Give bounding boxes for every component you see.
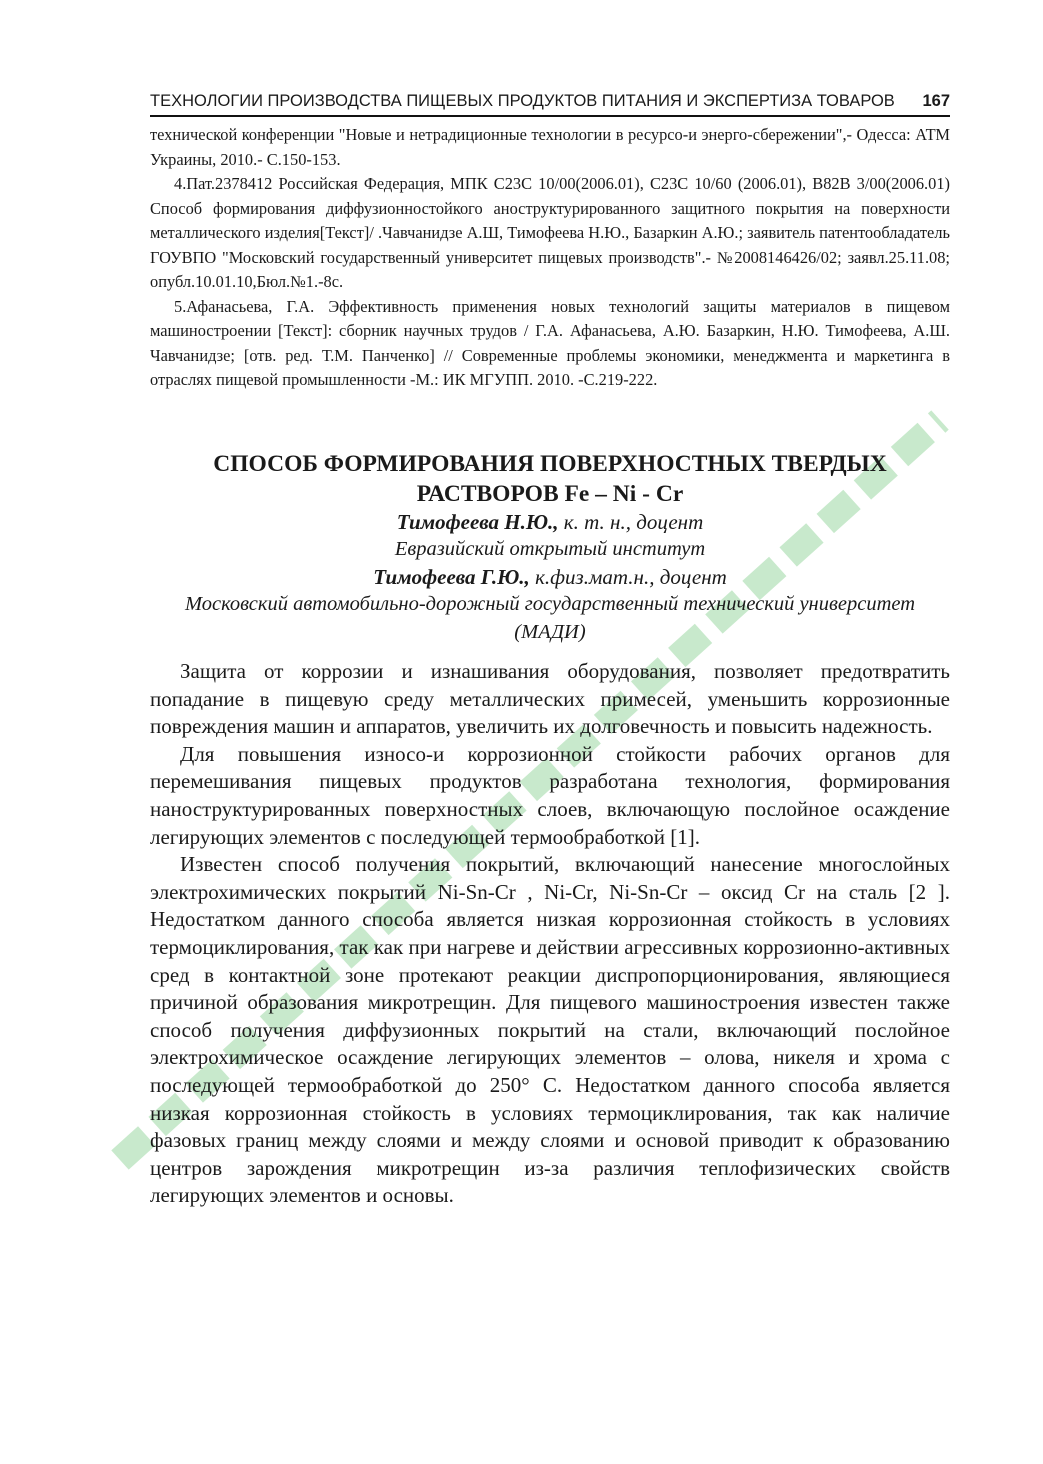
reference-continuation: технической конференции "Новые и нетрадиционные технологии в ресурсо-и энерго-сбережении",- Одесса: АТМ Украины, 2010.- С.150-153. — [150, 125, 950, 169]
article-body — [150, 658, 950, 1210]
body-paragraph-2: Для повышения износо-и коррозионной стойкости рабочих органов для перемешивания пищевых продуктов разработана технология, формирования наноструктурированных поверхностных слоев, включающую послойное осаждение легирующих элементов с последующей термообработкой [1]. — [150, 741, 950, 849]
running-header — [150, 92, 950, 117]
reference-list — [150, 123, 950, 393]
author-1-degree: к. т. н., доцент — [558, 509, 704, 534]
author-2-name: Тимофеева Г.Ю., — [373, 564, 530, 589]
title-line-1: СПОСОБ ФОРМИРОВАНИЯ ПОВЕРХНОСТНЫХ ТВЕРДЫХ — [213, 450, 887, 477]
author-1-name: Тимофеева Н.Ю., — [396, 509, 559, 534]
affiliation-2: Московский автомобильно-дорожный государственный технический университет (МАДИ) — [184, 593, 916, 643]
body-paragraph-3: Известен способ получения покрытий, включающий нанесение многослойных электрохимических покрытий Ni-Sn-Cr , Ni-Cr, Ni-Sn-Cr – оксид Cr на сталь [2 ]. Недостатком данного способа является низкая коррозионная стойкость в условиях термоциклирования, так как при нагреве и действии агрессивных коррозионно-активных сред в контактной зоне протекают реакции диспропорционирования, являющиеся причиной образования микротрещин. Для пищевого машиностроения известен также способ получения диффузионных покрытий на стали, включающий послойное электрохимическое осаждение легирующих элементов – олова, никеля и хрома с последующей термообработкой до 250° С. Недостатком данного способа является низкая коррозионная стойкость в условиях термоциклирования, так как наличие фазовых границ между слоями и между слоями и основой приводит к образованию центров зарождения микротрещин из-за различия теплофизических свойств легирующих элементов и основы. — [150, 852, 950, 1208]
reference-item-5: 5.Афанасьева, Г.А. Эффективность применения новых технологий защиты материалов в пищевом машиностроении [Текст]: сборник научных трудов / Г.А. Афанасьева, А.Ю. Базаркин, Н.Ю. Тимофеева, А.Ш. Чавчанидзе; [отв. ред. Т.М. Панченко] // Современные проблемы экономики, менеджмента и маркетинга в отраслях пищевой промышленности -М.: ИК МГУПП. 2010. -С.219-222. — [150, 296, 950, 389]
author-2 — [150, 564, 950, 592]
reference-item-4: 4.Пат.2378412 Российская Федерация, МПК C23C 10/00(2006.01), C23C 10/60 (2006.01), B82B 3/00(2006.01) Способ формирования диффузионностойкого аноструктурированного защитного покрытия на поверхности металлического изделия[Текст]/ .Чавчанидзе А.Ш, Тимофеева Н.Ю., Базаркин А.Ю.; заявитель патентообладатель ГОУВПО "Московский государственный университет пищевых производств".- №2008146426/02; заявл.25.11.08; опубл.10.01.10,Бюл.№1.-8с. — [150, 174, 950, 291]
document-page — [150, 92, 950, 1210]
running-title: ТЕХНОЛОГИИ ПРОИЗВОДСТВА ПИЩЕВЫХ ПРОДУКТОВ ПИТАНИЯ И ЭКСПЕРТИЗА ТОВАРОВ — [150, 92, 895, 110]
author-1 — [150, 509, 950, 537]
author-2-degree: к.физ.мат.н., доцент — [529, 564, 727, 589]
page-number: 167 — [922, 92, 950, 110]
title-line-2: РАСТВОРОВ Fe – Ni - Cr — [416, 480, 684, 507]
body-paragraph-1: Защита от коррозии и изнашивания оборудования, позволяет предотвратить попадание в пищевую среду металлических примесей, уменьшить коррозионные повреждения машин и аппаратов, увеличить их долговечность и повысить надежность. — [150, 659, 950, 739]
article-title — [150, 449, 950, 509]
affiliation-1: Евразийский открытый институт — [394, 538, 706, 560]
